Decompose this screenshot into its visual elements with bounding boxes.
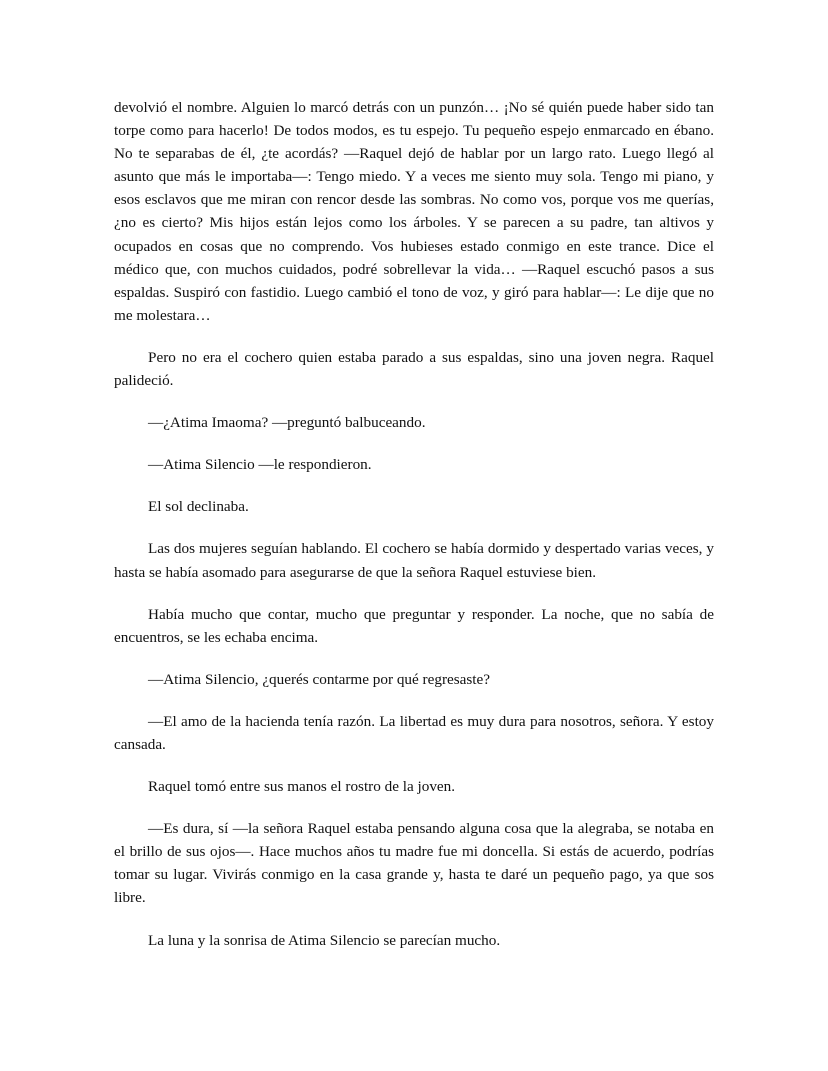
paragraph-9: —El amo de la hacienda tenía razón. La libertad es muy dura para nosotros, señora. Y estoy cansada. — [114, 712, 714, 753]
paragraph-11: —Es dura, sí —la señora Raquel estaba pensando alguna cosa que la alegraba, se notaba en el brillo de sus ojos—. Hace muchos años tu madre fue mi doncella. Si estás de acuerdo, podrías tomar su lugar. Vivirás conmigo en la casa grande y, hasta te daré un pequeño pago, ya que sos libre. — [114, 820, 714, 907]
paragraph-7: Había mucho que contar, mucho que preguntar y responder. La noche, que no sabía de encuentros, se les echaba encima. — [114, 605, 714, 646]
paragraph-3: —¿Atima Imaoma? —preguntó balbuceando. — [148, 414, 426, 432]
paragraph-6: Las dos mujeres seguían hablando. El cochero se había dormido y despertado varias veces, y hasta se había asomado para asegurarse de que la señora Raquel estuviese bien. — [114, 540, 714, 581]
page-text-body — [114, 96, 714, 952]
paragraph-1: devolvió el nombre. Alguien lo marcó detrás con un punzón… ¡No sé quién puede haber sido tan torpe como para hacerlo! De todos modos, es tu espejo. Tu pequeño espejo enmarcado en ébano. No te separabas de él, ¿te acordás? —Raquel dejó de hablar por un largo rato. Luego llegó al asunto que más le importaba—: Tengo miedo. Y a veces me siento muy sola. Tengo mi piano, y esos esclavos que me miran con rencor desde las sombras. No como vos, porque vos me querías, ¿no es cierto? Mis hijos están lejos como los árboles. Y se parecen a su padre, tan altivos y ocupados en cosas que no comprendo. Vos hubieses estado conmigo en este trance. Dice el médico que, con muchos cuidados, podré sobrellevar la vida… —Raquel escuchó pasos a sus espaldas. Suspiró con fastidio. Luego cambió el tono de voz, y giró para hablar—: Le dije que no me molestara… — [114, 99, 714, 324]
paragraph-2: Pero no era el cochero quien estaba parado a sus espaldas, sino una joven negra. Raquel palideció. — [114, 348, 714, 390]
paragraph-5: El sol declinaba. — [148, 498, 249, 516]
paragraph-8: —Atima Silencio, ¿querés contarme por qué regresaste? — [148, 670, 491, 688]
paragraph-12: La luna y la sonrisa de Atima Silencio se parecían mucho. — [148, 931, 501, 949]
paragraph-10: Raquel tomó entre sus manos el rostro de la joven. — [148, 778, 456, 796]
paragraph-4: —Atima Silencio —le respondieron. — [148, 456, 372, 474]
